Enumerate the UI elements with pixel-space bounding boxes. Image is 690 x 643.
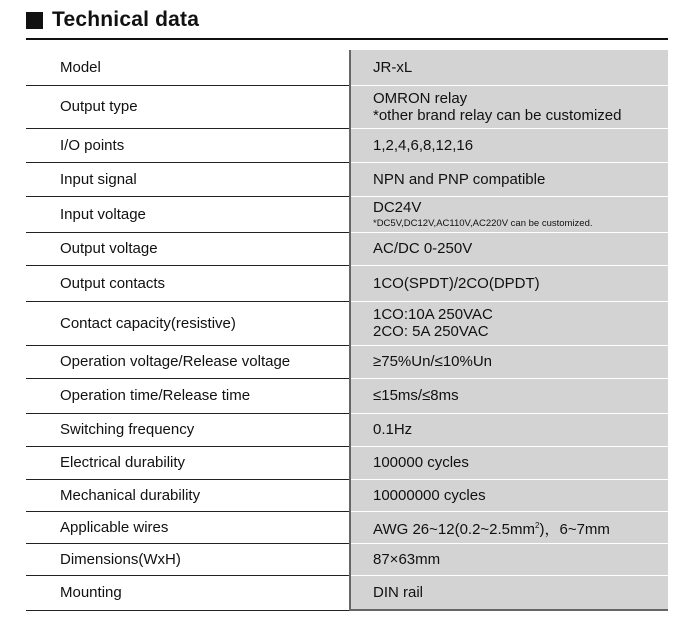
heading-title: Technical data (52, 8, 200, 31)
row-value (350, 301, 668, 345)
table-row (26, 511, 668, 543)
table-row (26, 265, 668, 301)
row-label: Dimensions(WxH) (26, 543, 350, 575)
table-row (26, 85, 668, 128)
row-value (350, 511, 668, 543)
row-label: Output voltage (26, 232, 350, 265)
table-row (26, 50, 668, 85)
row-value: ≥75%Un/≤10%Un (350, 345, 668, 378)
row-label: Switching frequency (26, 413, 350, 446)
row-value: 87×63mm (350, 543, 668, 575)
row-label: Mechanical durability (26, 479, 350, 511)
row-value: ≤15ms/≤8ms (350, 378, 668, 413)
spec-table (26, 50, 668, 611)
row-label: Input voltage (26, 196, 350, 232)
table-row (26, 232, 668, 265)
row-label: Output contacts (26, 265, 350, 301)
section-heading (26, 8, 199, 32)
row-value: 10000000 cycles (350, 479, 668, 511)
table-row (26, 446, 668, 479)
table-row (26, 301, 668, 345)
row-value (350, 196, 668, 232)
table-row (26, 378, 668, 413)
row-label: Model (26, 50, 350, 85)
row-value-line: 1CO:10A 250VAC (373, 306, 493, 323)
table-row (26, 575, 668, 610)
row-value-line: 2CO: 5A 250VAC (373, 323, 489, 340)
heading-square-icon (26, 12, 43, 29)
table-row (26, 479, 668, 511)
row-value-note: *DC5V,DC12V,AC110V,AC220V can be customized. (373, 218, 593, 229)
row-label: Output type (26, 85, 350, 128)
row-value-text: AWG 26~12(0.2~2.5mm (373, 520, 536, 538)
row-value: NPN and PNP compatible (350, 162, 668, 196)
row-label: Applicable wires (26, 511, 350, 543)
row-value: 0.1Hz (350, 413, 668, 446)
row-value: JR-xL (350, 50, 668, 85)
row-value: 100000 cycles (350, 446, 668, 479)
row-value-line: *other brand relay can be customized (373, 106, 622, 124)
row-label: Mounting (26, 575, 350, 610)
table-row (26, 345, 668, 378)
row-label: Input signal (26, 162, 350, 196)
row-value-text: )，6~7mm (539, 520, 610, 538)
row-label: Contact capacity(resistive) (26, 301, 350, 345)
row-label: Operation voltage/Release voltage (26, 345, 350, 378)
row-label: I/O points (26, 128, 350, 162)
table-row (26, 162, 668, 196)
table-row (26, 543, 668, 575)
row-value-superscript: 2 (535, 520, 540, 530)
row-value: AC/DC 0-250V (350, 232, 668, 265)
row-label: Electrical durability (26, 446, 350, 479)
table-row (26, 413, 668, 446)
table-row (26, 196, 668, 232)
row-value (350, 85, 668, 128)
row-value: 1,2,4,6,8,12,16 (350, 128, 668, 162)
table-row (26, 128, 668, 162)
row-value: 1CO(SPDT)/2CO(DPDT) (350, 265, 668, 301)
row-value-line: DC24V (373, 199, 422, 216)
row-value: DIN rail (350, 575, 668, 610)
row-label: Operation time/Release time (26, 378, 350, 413)
row-value-line: OMRON relay (373, 89, 468, 107)
